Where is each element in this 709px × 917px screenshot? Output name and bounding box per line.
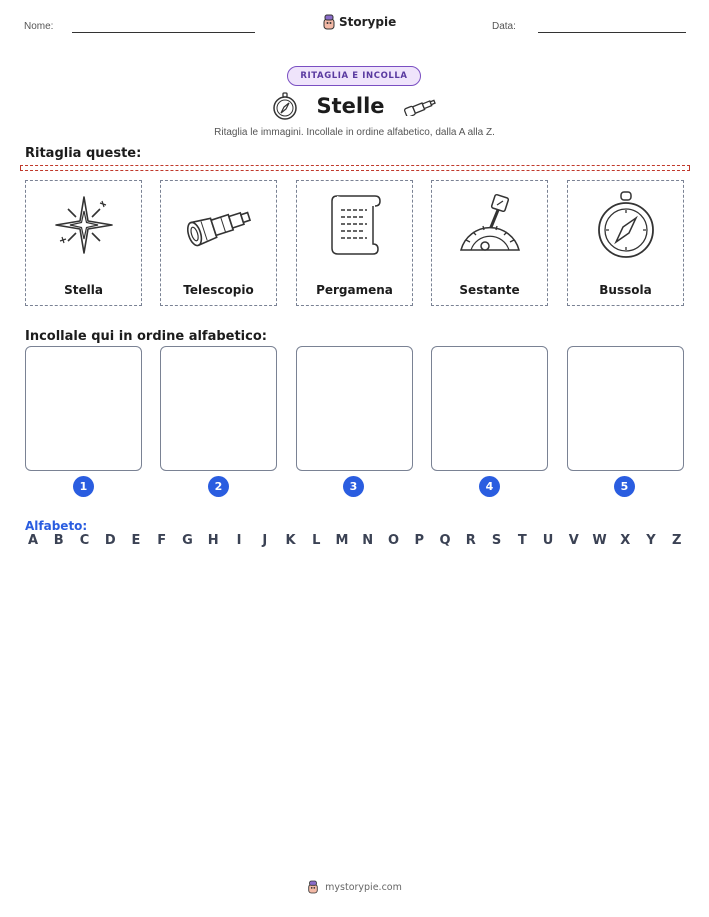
- alphabet-row: [25, 533, 685, 548]
- card-label: Stella: [64, 283, 103, 297]
- alphabet-letter: H: [207, 533, 219, 548]
- alphabet-letter: Z: [672, 533, 682, 548]
- alphabet-letter: Q: [439, 533, 451, 548]
- alphabet-letter: I: [236, 533, 242, 548]
- alphabet-letter: D: [104, 533, 116, 548]
- order-number-2: 2: [208, 476, 229, 497]
- alphabet-letter: P: [414, 533, 425, 548]
- instructions: Ritaglia le immagini. Incollale in ordine alfabetico, dalla A alla Z.: [214, 127, 495, 138]
- alphabet-letter: E: [131, 533, 141, 548]
- paste-box-4[interactable]: [431, 346, 548, 471]
- order-number-4: 4: [479, 476, 500, 497]
- brand-name: Storypie: [339, 15, 397, 29]
- paste-box-5[interactable]: [567, 346, 684, 471]
- card-label: Pergamena: [316, 283, 393, 297]
- alphabet-letter: B: [53, 533, 64, 548]
- cutout-card-bussola[interactable]: [567, 180, 684, 306]
- brand-logo: [322, 14, 396, 30]
- compass-icon: [595, 190, 657, 260]
- page-title: Stelle: [316, 94, 385, 118]
- cut-line: [20, 165, 690, 171]
- star-icon: [52, 193, 116, 257]
- card-label: Bussola: [599, 283, 652, 297]
- order-number-1: 1: [73, 476, 94, 497]
- date-label: Data:: [492, 21, 516, 32]
- name-label: Nome:: [24, 21, 54, 32]
- alphabet-label: Alfabeto:: [25, 519, 88, 533]
- sextant-icon: [457, 192, 523, 258]
- alphabet-letter: S: [491, 533, 502, 548]
- alphabet-letter: N: [362, 533, 374, 548]
- alphabet-letter: A: [27, 533, 39, 548]
- alphabet-letter: Y: [646, 533, 656, 548]
- card-label: Sestante: [459, 283, 520, 297]
- cut-heading: Ritaglia queste:: [25, 146, 142, 161]
- alphabet-letter: T: [517, 533, 527, 548]
- paste-heading: Incollale qui in ordine alfabetico:: [25, 329, 267, 344]
- paste-box-3[interactable]: [296, 346, 413, 471]
- cutout-card-pergamena[interactable]: [296, 180, 413, 306]
- compass-icon: [272, 92, 298, 120]
- footer: [0, 880, 709, 894]
- alphabet-letter: U: [542, 533, 554, 548]
- title-row: [0, 92, 709, 120]
- alphabet-letter: J: [262, 533, 268, 548]
- paste-box-1[interactable]: [25, 346, 142, 471]
- scroll-icon: [327, 192, 383, 258]
- alphabet-letter: W: [592, 533, 607, 548]
- alphabet-letter: R: [465, 533, 476, 548]
- cutout-card-sestante[interactable]: [431, 180, 548, 306]
- footer-url[interactable]: mystorypie.com: [325, 881, 402, 893]
- alphabet-letter: X: [620, 533, 631, 548]
- order-number-3: 3: [343, 476, 364, 497]
- order-number-5: 5: [614, 476, 635, 497]
- storypie-mascot-icon: [322, 14, 336, 30]
- cutout-card-stella[interactable]: [25, 180, 142, 306]
- card-label: Telescopio: [183, 283, 254, 297]
- alphabet-letter: K: [285, 533, 296, 548]
- paste-box-2[interactable]: [160, 346, 277, 471]
- telescope-icon: [403, 96, 437, 116]
- date-line[interactable]: [538, 32, 686, 33]
- alphabet-letter: C: [79, 533, 90, 548]
- cutout-card-telescopio[interactable]: [160, 180, 277, 306]
- alphabet-letter: M: [335, 533, 349, 548]
- name-line[interactable]: [72, 32, 255, 33]
- alphabet-letter: L: [312, 533, 321, 548]
- alphabet-letter: V: [568, 533, 579, 548]
- telescope-icon: [183, 200, 255, 250]
- activity-badge: RITAGLIA E INCOLLA: [287, 66, 421, 86]
- storypie-mascot-icon: [307, 880, 319, 894]
- alphabet-letter: O: [387, 533, 400, 548]
- alphabet-letter: F: [157, 533, 167, 548]
- alphabet-letter: G: [182, 533, 193, 548]
